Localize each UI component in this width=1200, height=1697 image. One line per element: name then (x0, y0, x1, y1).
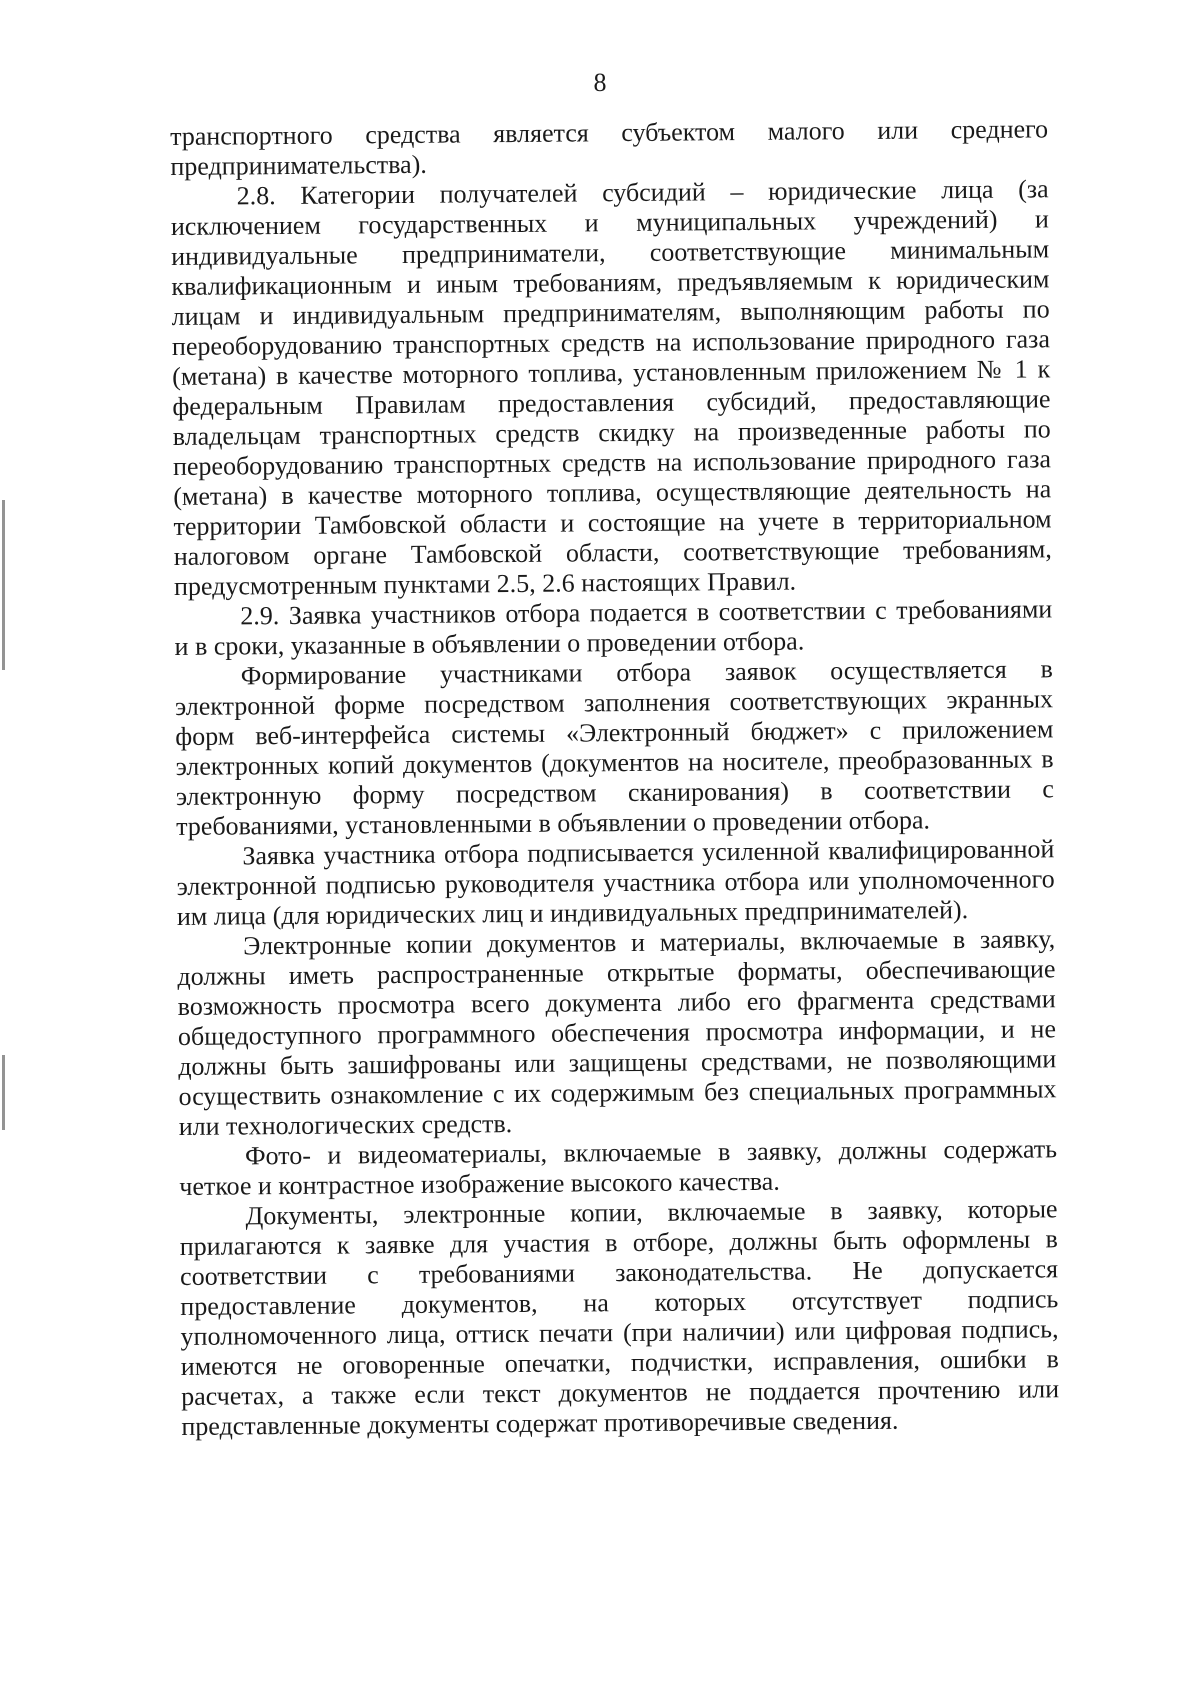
text-line: форм веб-интерфейса системы «Электронный бюджет» с приложением (175, 714, 1054, 751)
text-line: предусмотренным пунктами 2.5, 2.6 настоящих Правил. (173, 566, 797, 601)
text-line: требованиями, установленными в объявлении о проведении отбора. (176, 805, 931, 841)
text-line: (метана) в качестве моторного топлива, осуществляющие деятельность на (173, 474, 1052, 511)
text-line: территории Тамбовской области и состоящие на учете в территориальном (173, 504, 1052, 541)
text-line: переоборудованию транспортных средств на использование природного газа (172, 444, 1052, 481)
text-line: владельцам транспортных средств скидку на произведенные работы по (172, 414, 1051, 451)
text-line: им лица (для юридических лиц и индивидуальных предпринимателей). (176, 895, 969, 931)
text-line: представленные документы содержат противоречивые сведения. (181, 1405, 899, 1441)
text-line: должны иметь распространенные открытые форматы, обеспечивающие (177, 954, 1056, 991)
text-line: уполномоченного лица, оттиск печати (при наличии) или цифровая подпись, (180, 1314, 1059, 1351)
text-line: соответствии с требованиями законодательства. Не допускается (179, 1254, 1059, 1291)
text-line: имеются не оговоренные опечатки, подчистки, исправления, ошибки в (180, 1344, 1059, 1381)
text-line: и в сроки, указанные в объявлении о проведении отбора. (174, 626, 805, 661)
text-line: федеральным Правилам предоставления субсидий, предоставляющие (172, 384, 1051, 421)
scan-edge-mark-top (2, 500, 5, 670)
paragraph-first-line: Документы, электронные копии, включаемые в заявку, которые (245, 1194, 1058, 1231)
scan-edge-mark-bottom (2, 1055, 5, 1130)
text-line: индивидуальные предприниматели, соответствующие минимальным (171, 234, 1050, 271)
text-line: или технологических средств. (178, 1109, 513, 1141)
text-line: общедоступного программного обеспечения просмотра информации, и не (177, 1014, 1057, 1051)
document-body (170, 114, 1059, 1442)
text-line: транспортного средства является субъектом малого или среднего (170, 114, 1049, 151)
text-line: предоставление документов, на которых отсутствует подпись (180, 1284, 1059, 1321)
paragraph-first-line: 2.9. Заявка участников отбора подается в соответствии с требованиями (240, 594, 1053, 631)
text-line: расчетах, а также если текст документов не поддается прочтению или (180, 1374, 1060, 1411)
text-line: электронных копий документов (документов на носителе, преобразованных в (175, 744, 1054, 781)
text-line: предпринимательства). (170, 149, 427, 181)
paragraph-first-line: Электронные копии документов и материалы, включаемые в заявку, (243, 924, 1056, 961)
text-line: квалификационным и иным требованиям, предъявляемым к юридическим (171, 264, 1050, 301)
text-line: (метана) в качестве моторного топлива, установленным приложением № 1 к (172, 354, 1051, 391)
text-line: электронную форму посредством сканирования) в соответствии с (175, 774, 1054, 811)
text-line: возможность просмотра всего документа либо его фрагмента средствами (177, 984, 1056, 1021)
text-line: прилагаются к заявке для участия в отборе, должны быть оформлены в (179, 1224, 1058, 1261)
page-number: 8 (593, 68, 607, 97)
text-line: лицам и индивидуальным предпринимателям, выполняющим работы по (171, 294, 1050, 331)
paragraph-first-line: Формирование участниками отбора заявок осуществляется в (240, 654, 1053, 691)
text-line: осуществить ознакомление с их содержимым без специальных программных (178, 1074, 1057, 1111)
text-line: электронной форме посредством заполнения соответствующих экранных (174, 684, 1054, 721)
text-line: исключением государственных и муниципальных учреждений) и (170, 204, 1050, 241)
text-line: четкое и контрастное изображение высокого качества. (179, 1166, 780, 1201)
paragraph-first-line: Фото- и видеоматериалы, включаемые в заявку, должны содержать (244, 1134, 1058, 1171)
text-line: должны быть зашифрованы или защищены средствами, не позволяющими (178, 1044, 1057, 1081)
text-line: налоговом органе Тамбовской области, соответствующие требованиям, (173, 534, 1052, 571)
text-line: электронной подписью руководителя участника отбора или уполномоченного (176, 864, 1055, 901)
text-line: переоборудованию транспортных средств на использование природного газа (171, 324, 1051, 361)
paragraph-first-line: Заявка участника отбора подписывается усиленной квалифицированной (242, 834, 1055, 871)
paragraph-first-line: 2.8. Категории получателей субсидий – юридические лица (за (236, 174, 1049, 211)
